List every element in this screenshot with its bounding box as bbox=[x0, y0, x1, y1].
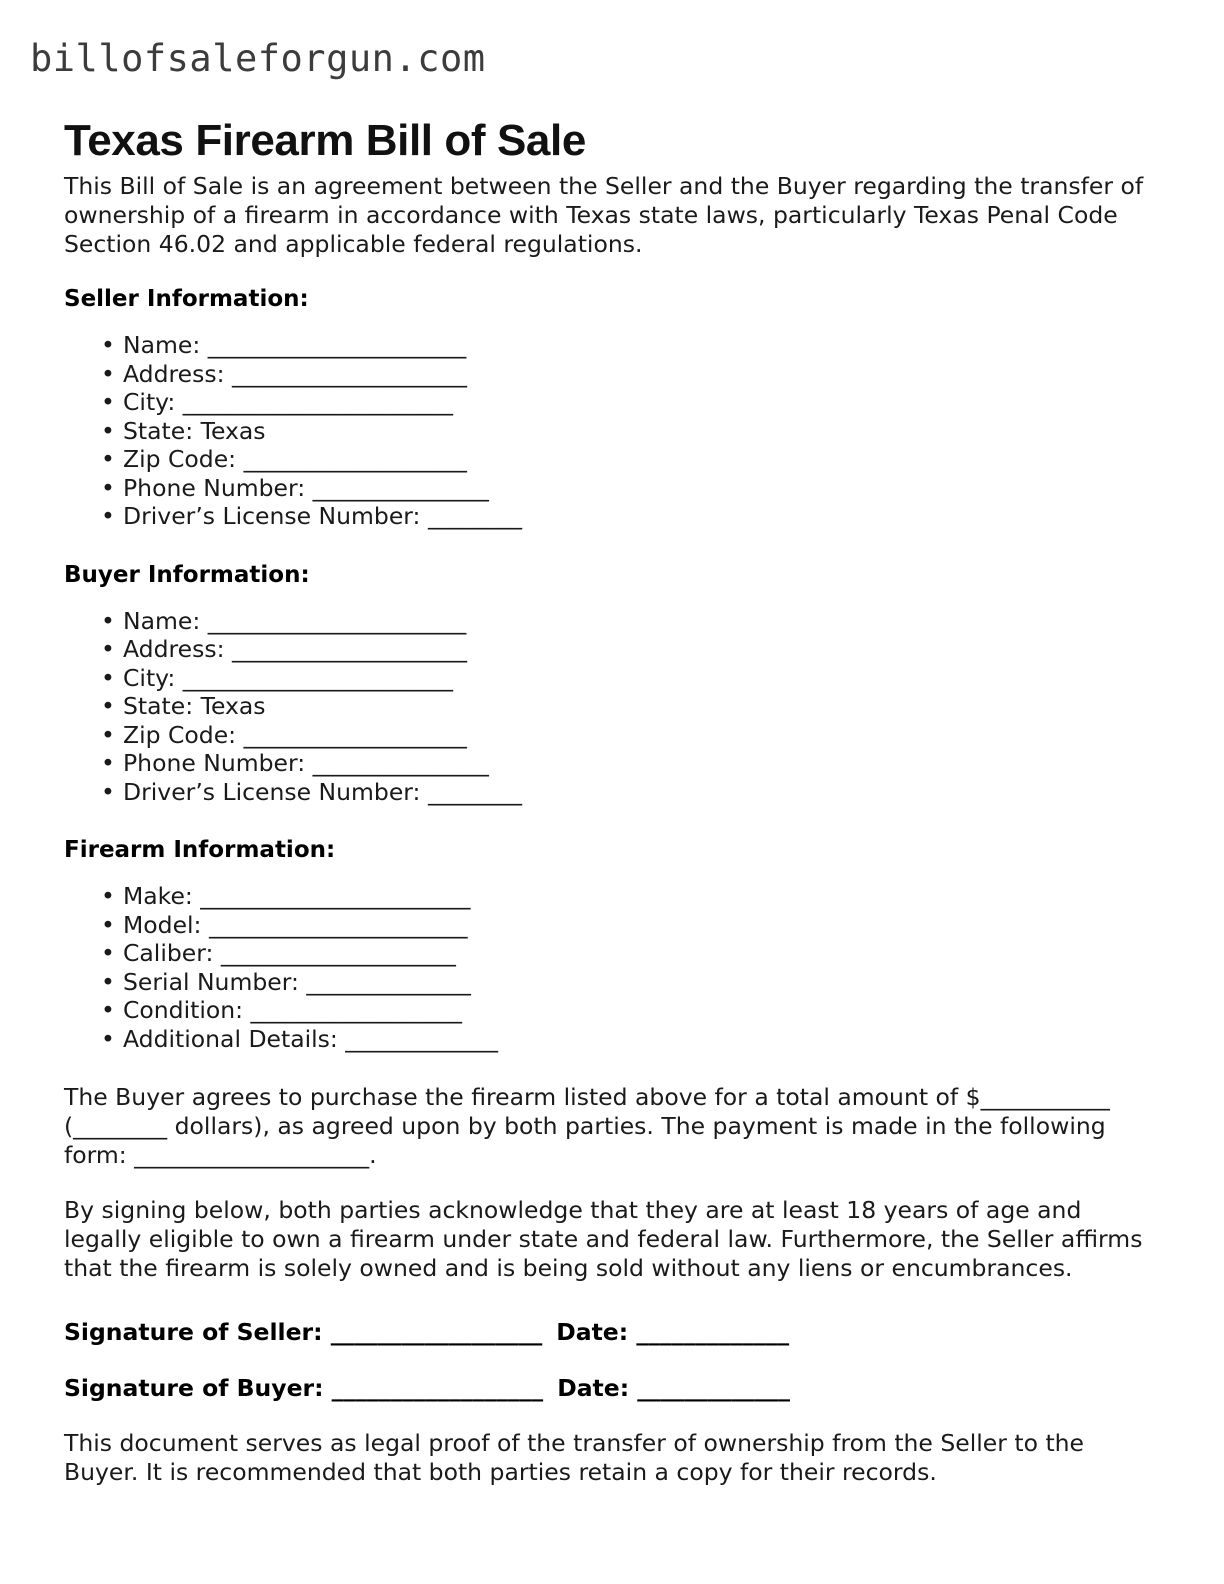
list-item: • Phone Number: _______________ bbox=[123, 749, 1146, 778]
list-item: • Driver’s License Number: ________ bbox=[123, 502, 1146, 531]
list-item: • Driver’s License Number: ________ bbox=[123, 778, 1146, 807]
list-item: • Address: ____________________ bbox=[123, 635, 1146, 664]
closing-paragraph: This document serves as legal proof of the transfer of ownership from the Seller to the Buyer. It is recommended that both parties retain a copy for their records. bbox=[64, 1429, 1085, 1486]
list-item: • Condition: __________________ bbox=[123, 996, 1146, 1025]
seller-signature-label: Signature of Seller: __________________ bbox=[64, 1318, 543, 1346]
list-item: • City: _______________________ bbox=[123, 388, 1146, 417]
seller-signature-line bbox=[64, 1317, 1146, 1347]
seller-date-label: Date: _____________ bbox=[556, 1318, 790, 1346]
seller-information-heading: Seller Information: bbox=[64, 286, 309, 312]
intro-paragraph: This Bill of Sale is an agreement between the Seller and the Buyer regarding the transfer of ownership of a firearm in accordance with Texas state laws, particularly Texas Penal Code Section 46.02 and applicable federal regulations. bbox=[64, 172, 1144, 258]
buyer-signature-label: Signature of Buyer: __________________ bbox=[64, 1374, 544, 1402]
page-title: Texas Firearm Bill of Sale bbox=[64, 116, 586, 166]
list-item: • Name: ______________________ bbox=[123, 607, 1146, 636]
list-item: • Serial Number: ______________ bbox=[123, 968, 1146, 997]
payment-paragraph: The Buyer agrees to purchase the firearm listed above for a total amount of $___________ (________ dollars), as agreed upon by both parties. The payment is made in the following form: ____________________. bbox=[64, 1083, 1110, 1169]
seller-field-list bbox=[64, 331, 1146, 531]
list-item: • Zip Code: ___________________ bbox=[123, 721, 1146, 750]
list-item: • State: Texas bbox=[123, 417, 1146, 446]
acknowledgement-paragraph: By signing below, both parties acknowledge that they are at least 18 years of age and legally eligible to own a firearm under state and federal law. Furthermore, the Seller affirms that the firearm is solely owned and is being sold without any liens or encumbrances. bbox=[64, 1196, 1143, 1282]
list-item: • Name: ______________________ bbox=[123, 331, 1146, 360]
firearm-information-heading: Firearm Information: bbox=[64, 837, 336, 863]
list-item: • Zip Code: ___________________ bbox=[123, 445, 1146, 474]
site-watermark: billofsaleforgun.com bbox=[30, 37, 486, 80]
list-item: • State: Texas bbox=[123, 692, 1146, 721]
buyer-information-heading: Buyer Information: bbox=[64, 561, 310, 588]
list-item: • Make: _______________________ bbox=[123, 882, 1146, 911]
buyer-field-list bbox=[64, 607, 1146, 807]
buyer-signature-line bbox=[64, 1373, 1146, 1403]
list-item: • Additional Details: _____________ bbox=[123, 1025, 1146, 1054]
spacer bbox=[64, 1309, 1146, 1317]
buyer-date-label: Date: _____________ bbox=[557, 1374, 791, 1402]
list-item: • Caliber: ____________________ bbox=[123, 939, 1146, 968]
document-body bbox=[64, 172, 1146, 1513]
list-item: • Address: ____________________ bbox=[123, 360, 1146, 389]
firearm-field-list bbox=[64, 882, 1146, 1053]
list-item: • Model: ______________________ bbox=[123, 911, 1146, 940]
list-item: • City: _______________________ bbox=[123, 664, 1146, 693]
list-item: • Phone Number: _______________ bbox=[123, 474, 1146, 503]
